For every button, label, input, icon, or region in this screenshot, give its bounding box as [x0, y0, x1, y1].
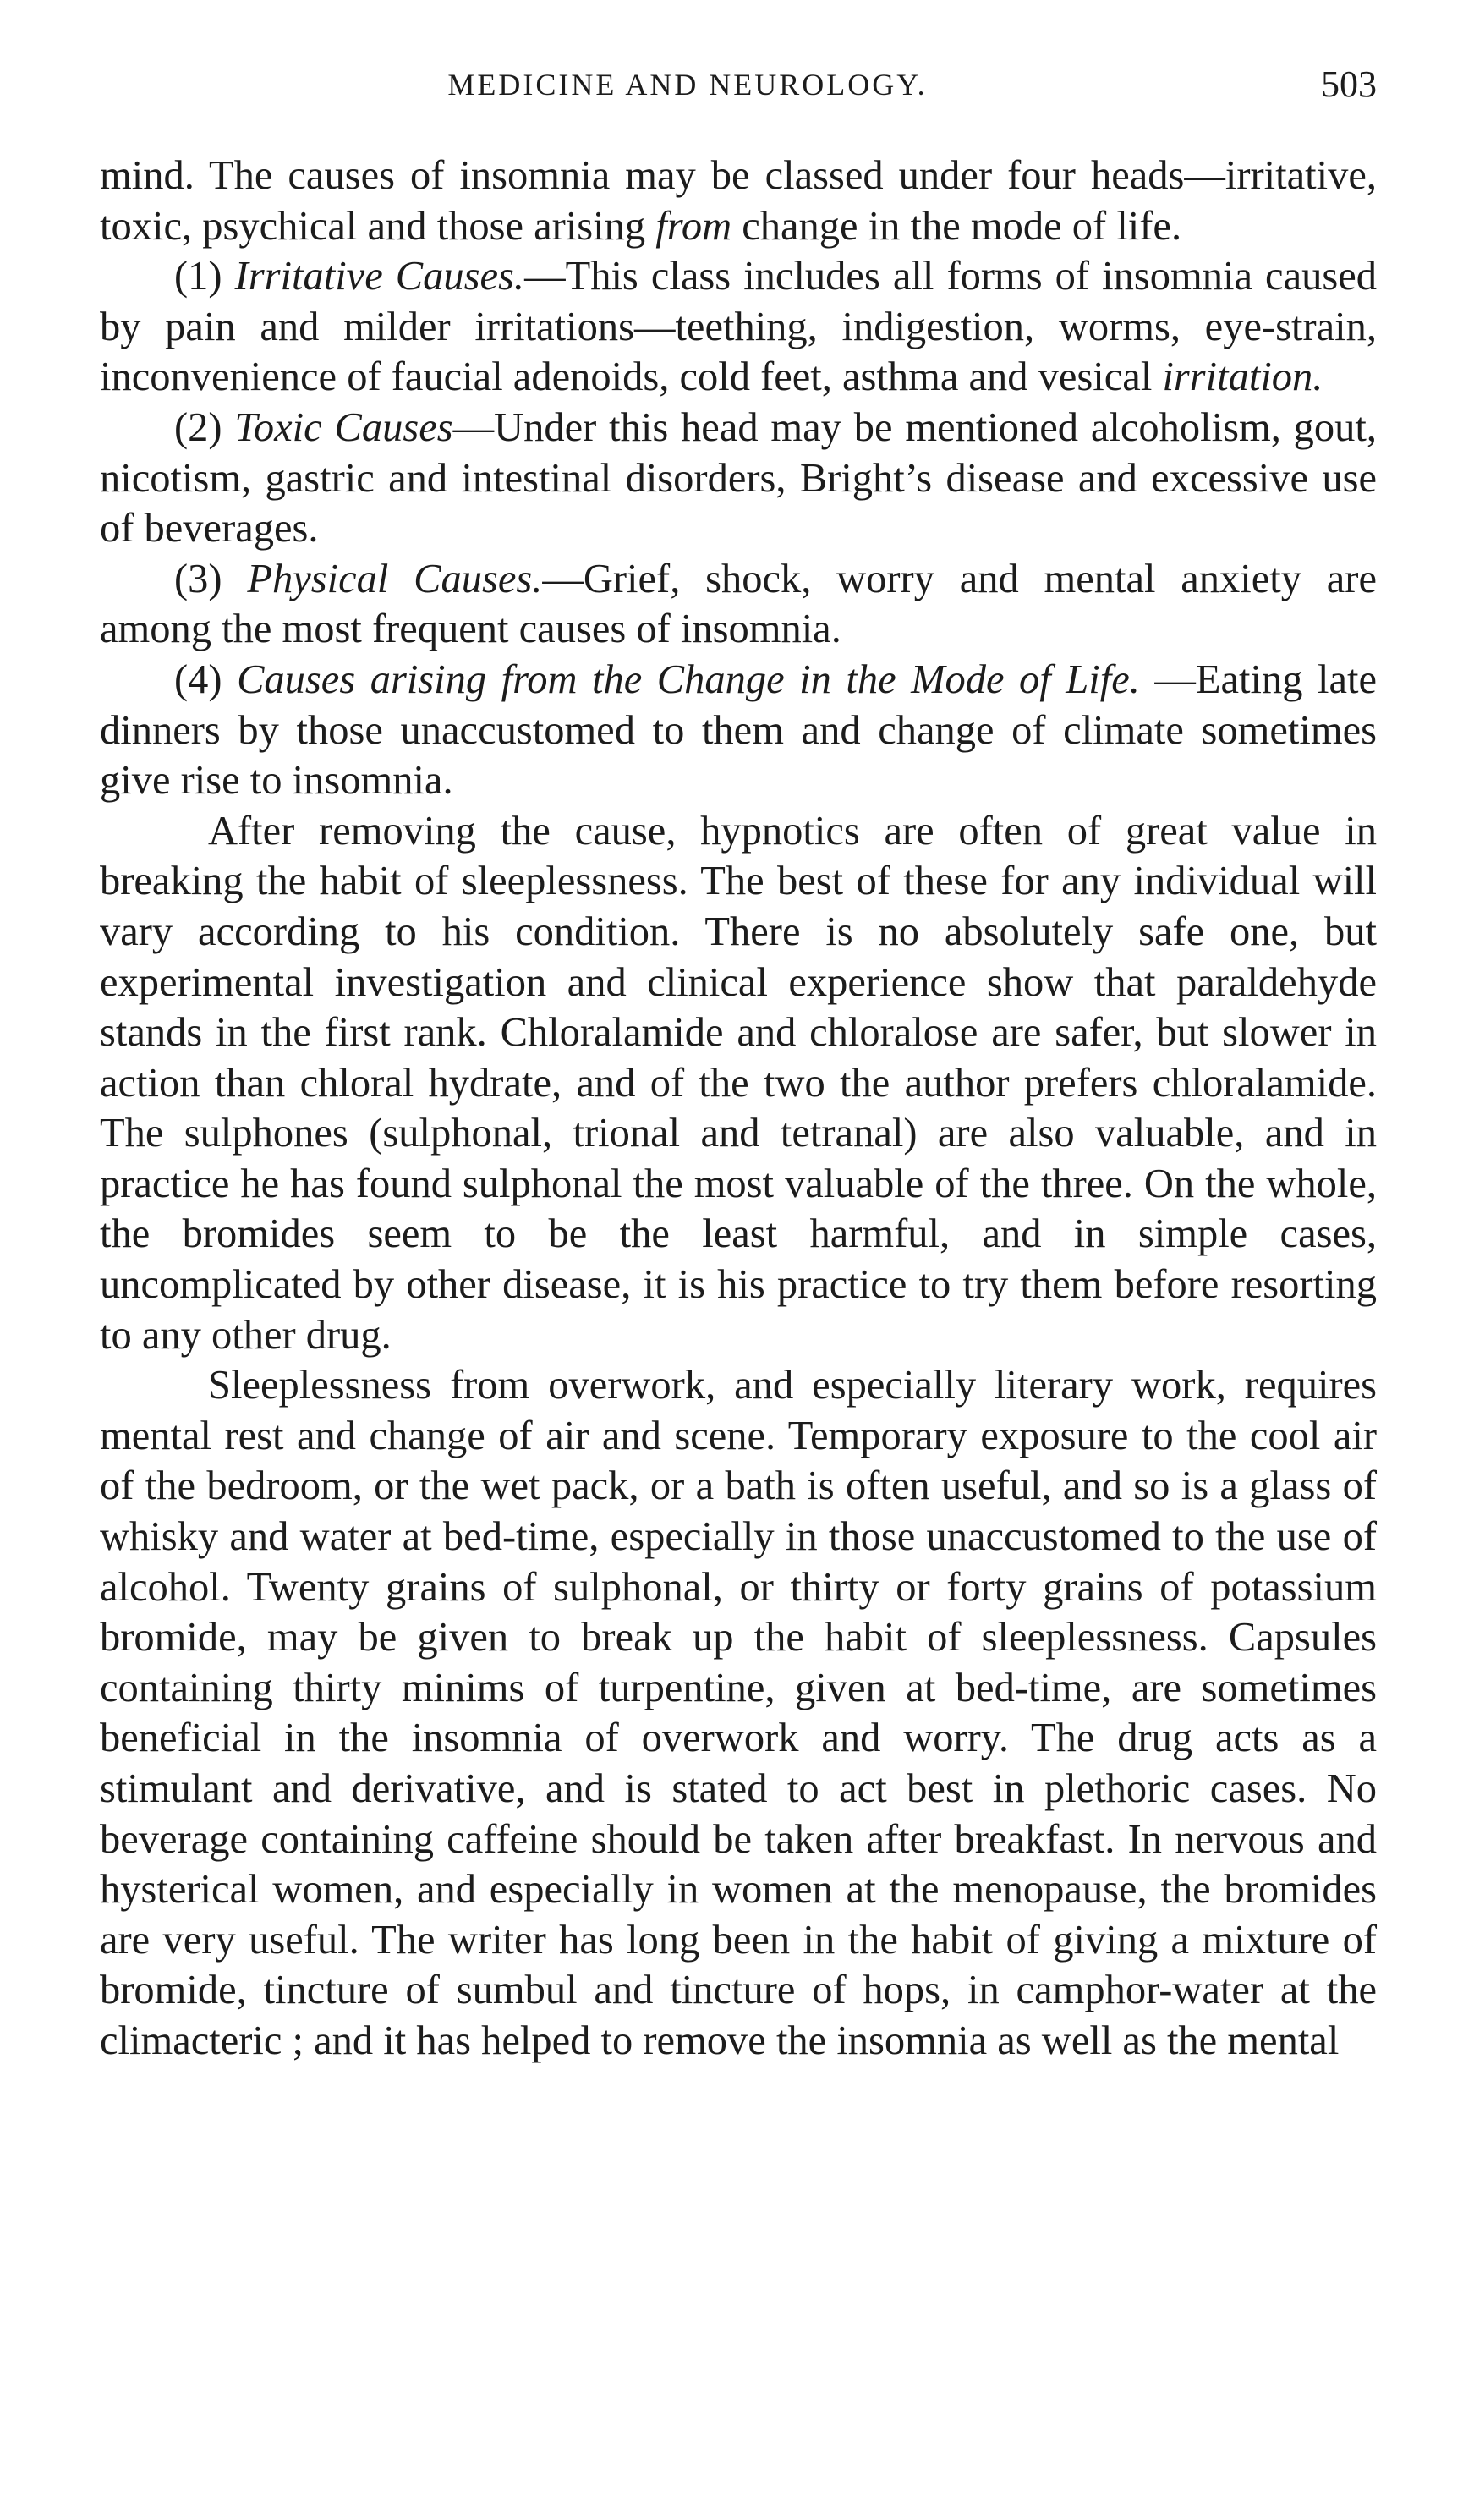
- paragraph-toxic-causes: [100, 403, 1377, 554]
- paragraph-text: —Eating late dinners by those unaccustomed to them and change of climate sometimes give rise to insomnia.: [100, 656, 1377, 804]
- paragraph-number: (2): [174, 404, 235, 450]
- paragraph-text: —Grief, shock, worry and mental anxiety are among the most frequent causes of insomnia.: [100, 556, 1377, 652]
- body-text: [100, 151, 1377, 2067]
- section-heading-toxic: Toxic Causes: [234, 404, 453, 450]
- section-heading-mode-of-life: Causes arising from the Change in the Mode of Life.: [237, 656, 1140, 702]
- paragraph-mode-of-life-causes: [100, 655, 1377, 806]
- paragraph-italic-irritation: irritation.: [1162, 354, 1323, 400]
- section-heading-physical: Physical Causes.: [247, 556, 543, 601]
- paragraph-text: —This class includes all forms of insomnia caused by pain and milder irritations—teething, indigestion, worms, eye-strain, inconvenience of faucial adenoids, cold feet, asthma and vesical: [100, 254, 1377, 400]
- paragraph-number: (4): [174, 656, 238, 702]
- running-head: [100, 59, 1377, 110]
- paragraph-intro-text-a: mind. The causes of insomnia may be classed under four heads—irritative, toxic, psychical and those arising: [100, 153, 1377, 249]
- paragraph-text: —Under this head may be mentioned alcoholism, gout, nicotism, gastric and intestinal disorders, Bright’s disease and excessive use of beverages.: [100, 404, 1377, 552]
- paragraph-number: (1): [174, 254, 235, 299]
- section-heading-irritative: Irritative Causes.: [234, 254, 525, 299]
- paragraph-intro: [100, 151, 1377, 251]
- paragraph-irritative-causes: [100, 251, 1377, 403]
- page-number: 503: [1321, 63, 1377, 105]
- paragraph-intro-text-b: change in the mode of life.: [732, 203, 1182, 249]
- paragraph-number: (3): [174, 556, 248, 601]
- paragraph-hypnotics: After removing the cause, hypnotics are often of great value in breaking the habit of sleeplessness. The best of these for any individual will vary according to his condition. There is no absolutely safe one, but experimental investigation and clinical experience show that paraldehyde stands in the first rank. Chloralamide and chloralose are safer, but slower in action than chloral hydrate, and of the two the author prefers chloralamide. The sulphones (sulphonal, trional and tetranal) are also valuable, and in practice he has found sulphonal the most valuable of the three. On the whole, the bromides seem to be the least harmful, and in simple cases, uncomplicated by other disease, it is his practice to try them before resorting to any other drug.: [100, 808, 1377, 1358]
- running-title: MEDICINE AND NEUROLOGY.: [447, 68, 928, 102]
- paragraph-intro-italic-from: from: [655, 203, 732, 249]
- paragraph-overwork: Sleeplessness from overwork, and especially literary work, requires mental rest and change of air and scene. Temporary exposure to the cool air of the bedroom, or the wet pack, or a bath is often useful, and so is a glass of whisky and water at bed-time, especially in those unaccustomed to the use of alcohol. Twenty grains of sulphonal, or thirty or forty grains of potassium bromide, may be given to break up the habit of sleeplessness. Capsules containing thirty minims of turpentine, given at bed-time, are sometimes beneficial in the insomnia of overwork and worry. The drug acts as a stimulant and derivative, and is stated to act best in plethoric cases. No beverage containing caffeine should be taken after breakfast. In nervous and hysterical women, and especially in women at the menopause, the bromides are very useful. The writer has long been in the habit of giving a mixture of bromide, tincture of sumbul and tincture of hops, in camphor-water at the climacteric ; and it has helped to remove the insomnia as well as the mental: [100, 1363, 1377, 2063]
- paragraph-physical-causes: [100, 554, 1377, 655]
